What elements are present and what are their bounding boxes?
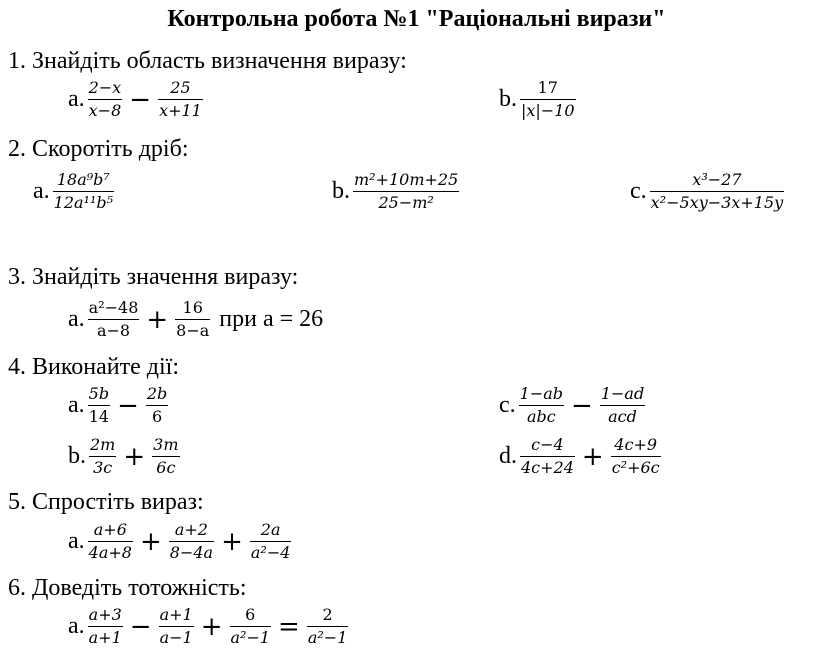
label-a: a.	[68, 528, 85, 554]
label-b: b.	[68, 443, 86, 469]
task-5-heading: 5. Спростіть вираз:	[8, 489, 204, 515]
minus-sign: −	[571, 390, 593, 421]
task-1b	[499, 80, 579, 119]
plus-sign: +	[139, 526, 162, 557]
fraction: $\frac{a+3}{a+1}$	[88, 605, 122, 647]
fraction: $\frac{2a}{\text{a²−4}}$	[250, 520, 291, 562]
task-5a	[68, 522, 294, 561]
condition-text: при а = 26	[219, 306, 324, 332]
plus-sign: +	[581, 441, 604, 472]
label-b: b.	[332, 178, 350, 204]
label-a: a.	[68, 392, 85, 418]
label-b: b.	[499, 86, 517, 112]
fraction: $\frac{\text{a²−48}}{a-8}$	[88, 298, 139, 340]
minus-sign: −	[129, 84, 152, 115]
fraction: $\frac{c-4}{4c+24}$	[521, 435, 574, 477]
task-4c	[499, 386, 648, 425]
fraction: $\frac{\text{m²+10m+25}}{\text{25−m²}}$	[354, 170, 459, 212]
task-4b	[68, 437, 183, 476]
fraction: $\frac{1-ab}{\text{abc}}$	[519, 384, 564, 426]
plus-sign: +	[146, 304, 169, 335]
fraction: $\frac{4c+9}{\text{c²+6c}}$	[611, 435, 660, 477]
fraction: $\frac{17}{|x|-10}$	[521, 78, 575, 120]
plus-sign: +	[123, 441, 146, 472]
task-2b	[332, 172, 462, 211]
fraction: $\frac{25}{x+11}$	[159, 78, 202, 120]
task-2-heading: 2. Скоротіть дріб:	[8, 136, 189, 162]
label-a: a.	[68, 306, 85, 332]
equals-sign: =	[278, 611, 300, 642]
minus-sign: −	[129, 611, 152, 642]
fraction: $\frac{a+6}{4a+8}$	[88, 520, 132, 562]
label-a: a.	[33, 178, 50, 204]
fraction: $\frac{\text{x³−27}}{\text{x²−5xy−3x+15y}}$	[650, 170, 784, 212]
fraction: $\frac{a+2}{8-4a}$	[169, 520, 214, 562]
fraction: $\frac{\text{18a⁹b⁷}}{\text{12a¹¹b⁵}}$	[53, 170, 114, 212]
task-4d	[499, 437, 664, 476]
task-3a	[68, 300, 323, 339]
fraction: $\frac{3m}{6c}$	[153, 435, 179, 477]
fraction: $\frac{2-x}{x-8}$	[88, 78, 122, 120]
task-6a	[68, 607, 351, 646]
task-4-heading: 4. Виконайте дії:	[8, 354, 179, 380]
task-1a	[68, 80, 206, 119]
page-title: Контрольна робота №1 "Раціональні вирази"	[167, 6, 666, 32]
task-2c	[630, 172, 787, 211]
fraction: $\frac{2m}{3c}$	[90, 435, 116, 477]
task-2a	[33, 172, 117, 211]
label-c: c.	[630, 178, 647, 204]
fraction: $\frac{2b}{6}$	[146, 384, 168, 426]
plus-sign: +	[200, 611, 223, 642]
label-a: a.	[68, 86, 85, 112]
fraction: $\frac{2}{\text{a²−1}}$	[307, 605, 348, 647]
minus-sign: −	[117, 390, 139, 421]
task-6-heading: 6. Доведіть тотожність:	[8, 575, 247, 601]
fraction: $\frac{5b}{14}$	[88, 384, 110, 426]
task-4a	[68, 386, 171, 425]
task-1-heading: 1. Знайдіть область визначення виразу:	[8, 48, 407, 74]
label-d: d.	[499, 443, 517, 469]
label-a: a.	[68, 613, 85, 639]
plus-sign: +	[221, 526, 243, 557]
label-c: c.	[499, 392, 516, 418]
fraction: $\frac{a+1}{a-1}$	[159, 605, 193, 647]
fraction: $\frac{1-ad}{\text{acd}}$	[600, 384, 645, 426]
task-3-heading: 3. Знайдіть значення виразу:	[8, 264, 299, 290]
fraction: $\frac{16}{8-a}$	[176, 298, 210, 340]
fraction: $\frac{6}{\text{a²−1}}$	[230, 605, 271, 647]
